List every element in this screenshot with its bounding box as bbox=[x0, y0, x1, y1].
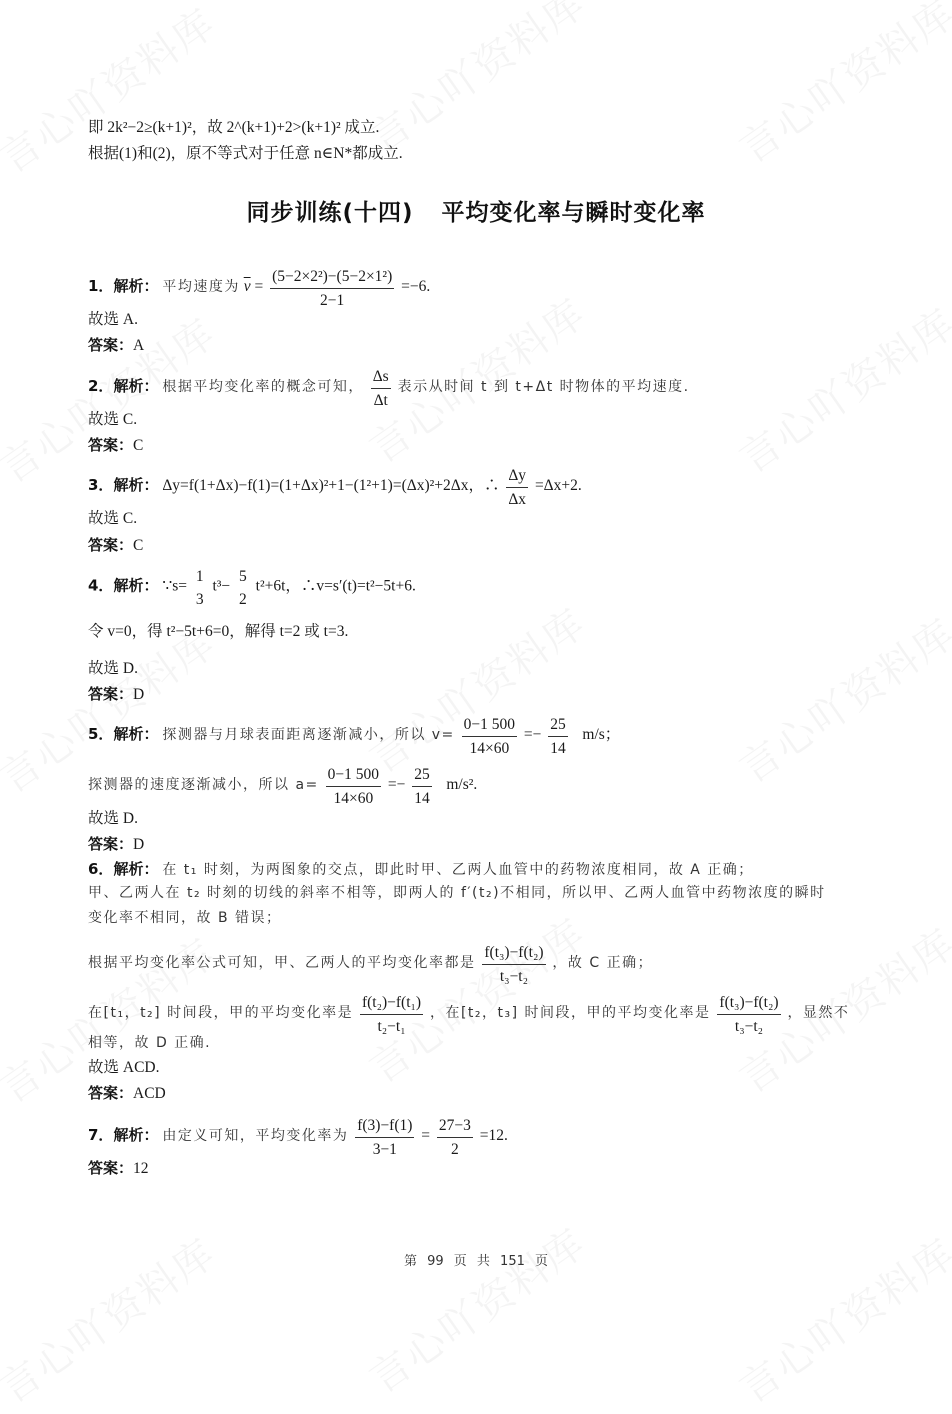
fraction: $\frac{0-1 500}{14\times 60}$ bbox=[327, 766, 380, 807]
item-4-answer: 答案：D bbox=[88, 685, 145, 703]
item-7-analysis: 7．解析： 由定义可知，平均变化率为 $\frac{f(3)-f(1)}{3-1}$ = $\frac{27-3}{2}$ =12. bbox=[88, 1113, 508, 1160]
item-6-analysis: 6．解析： 在 t₁ 时刻，为两图象的交点，即此时甲、乙两人血管中的药物浓度相同，故 A 正确； bbox=[88, 860, 754, 878]
fraction: $\frac{\Delta y}{\Delta x}$ bbox=[508, 467, 527, 508]
item-6-line-6: 相等，故 D 正确. bbox=[88, 1035, 212, 1051]
item-3-choice: 故选 C. bbox=[88, 510, 138, 527]
section-title: 同步训练(十四) 平均变化率与瞬时变化率 bbox=[246, 200, 706, 226]
item-2-choice: 故选 C. bbox=[88, 411, 138, 428]
fraction: $\frac{27-3}{2}$ bbox=[438, 1117, 471, 1158]
item-1-choice: 故选 A. bbox=[88, 311, 138, 328]
item-6-line-5: 在[t₁，t₂] 时间段，甲的平均变化率是 $\frac{\text{f(t₂)−f(t₁)}}{\text{t₂−t₁}}$ ，在[t₂，t₃] 时间段，甲的平均变化率是 $\frac{\text{f(t₃)−f(t₂)}}{\text{t₃−t₂}}$ ，显然不 bbox=[88, 990, 849, 1037]
item-2-answer: 答案：C bbox=[88, 436, 144, 454]
item-1-answer: 答案：A bbox=[88, 336, 145, 354]
item-6-line-2: 甲、乙两人在 t₂ 时刻的切线的斜率不相等，即两人的 f′(t₂)不相同，所以甲、乙两人血管中药物浓度的瞬时 bbox=[88, 885, 826, 901]
fraction: 1 3 bbox=[195, 568, 204, 608]
item-5-choice: 故选 D. bbox=[88, 810, 138, 827]
page-footer bbox=[0, 1250, 952, 1269]
page-number: 第 99 页 共 151 页 bbox=[403, 1254, 549, 1269]
item-5-answer: 答案：D bbox=[88, 835, 145, 853]
v-bar-symbol: $\overline{v}$ bbox=[243, 278, 251, 296]
intro-line-1: 即 2k²−2≥(k+1)²，故 2^(k+1)+2>(k+1)² 成立. bbox=[88, 119, 380, 136]
item-4-choice: 故选 D. bbox=[88, 660, 138, 677]
item-4-line-2: 令 v=0，得 t²−5t+6=0，解得 t=2 或 t=3. bbox=[88, 623, 349, 640]
item-2-analysis: 2．解析： 根据平均变化率的概念可知， $\frac{\Delta s}{\Delta t}$ 表示从时间 t 到 t+Δt 时物体的平均速度. bbox=[88, 364, 690, 411]
fraction: $\frac{\text{f(t₃)−f(t₂)}}{\text{t₃−t₂}}$ bbox=[719, 994, 779, 1035]
item-3-answer: 答案：C bbox=[88, 536, 144, 554]
item-6-line-3: 变化率不相同，故 B 错误； bbox=[88, 910, 282, 926]
item-5-analysis: 5．解析： 探测器与月球表面距离逐渐减小，所以 v= $\frac{0-1 500}{14\times 60}$ =− $\frac{25}{14}$ m/s； bbox=[88, 712, 620, 759]
fraction: $\frac{25}{14}$ bbox=[550, 716, 566, 757]
fraction: $\frac{0-1 500}{14\times 60}$ bbox=[463, 716, 516, 757]
intro-line-2: 根据(1)和(2)，原不等式对于任意 n∈N*都成立. bbox=[88, 145, 403, 162]
fraction: $\frac{f(3)-f(1)}{3-1}$ bbox=[357, 1117, 413, 1158]
item-6-line-4: 根据平均变化率公式可知，甲、乙两人的平均变化率都是 $\frac{\text{f(t₃)−f(t₂)}}{\text{t₃−t₂}}$ ，故 C 正确； bbox=[88, 940, 653, 987]
fraction: $\frac{25}{14}$ bbox=[414, 766, 430, 807]
item-1-analysis: 1．解析： 平均速度为 $\overline{v}$ = $\frac{\text{(5−2×2²)−(5−2×1²)}}{2-1}$ =−6. bbox=[88, 264, 430, 311]
fraction: $\frac{\text{(5−2×2²)−(5−2×1²)}}{2-1}$ bbox=[272, 268, 393, 309]
item-3-analysis: 3．解析： Δy=f(1+Δx)−f(1)=(1+Δx)²+1−(1²+1)=(Δx)²+2Δx，∴ $\frac{\Delta y}{\Delta x}$ =Δx+2. bbox=[88, 463, 582, 510]
fraction: $\frac{\text{f(t₃)−f(t₂)}}{\text{t₃−t₂}}$ bbox=[484, 944, 544, 985]
fraction: $\frac{\text{f(t₂)−f(t₁)}}{\text{t₂−t₁}}$ bbox=[361, 994, 422, 1035]
fraction: $\frac{\Delta s}{\Delta t}$ bbox=[372, 368, 389, 409]
item-6-choice: 故选 ACD. bbox=[88, 1059, 160, 1076]
fraction: 5 2 bbox=[239, 568, 247, 608]
item-4-analysis: 4．解析： ∵s= 1 3 t³− 5 2 t²+6t，∴v=s′(t)=t²−5t+6. bbox=[88, 564, 416, 610]
item-5-line-2: 探测器的速度逐渐减小，所以 a= $\frac{0-1 500}{14\times 60}$ =− $\frac{25}{14}$ m/s². bbox=[88, 762, 477, 809]
item-6-answer: 答案：ACD bbox=[88, 1084, 166, 1102]
item-7-answer: 答案：12 bbox=[88, 1159, 149, 1177]
